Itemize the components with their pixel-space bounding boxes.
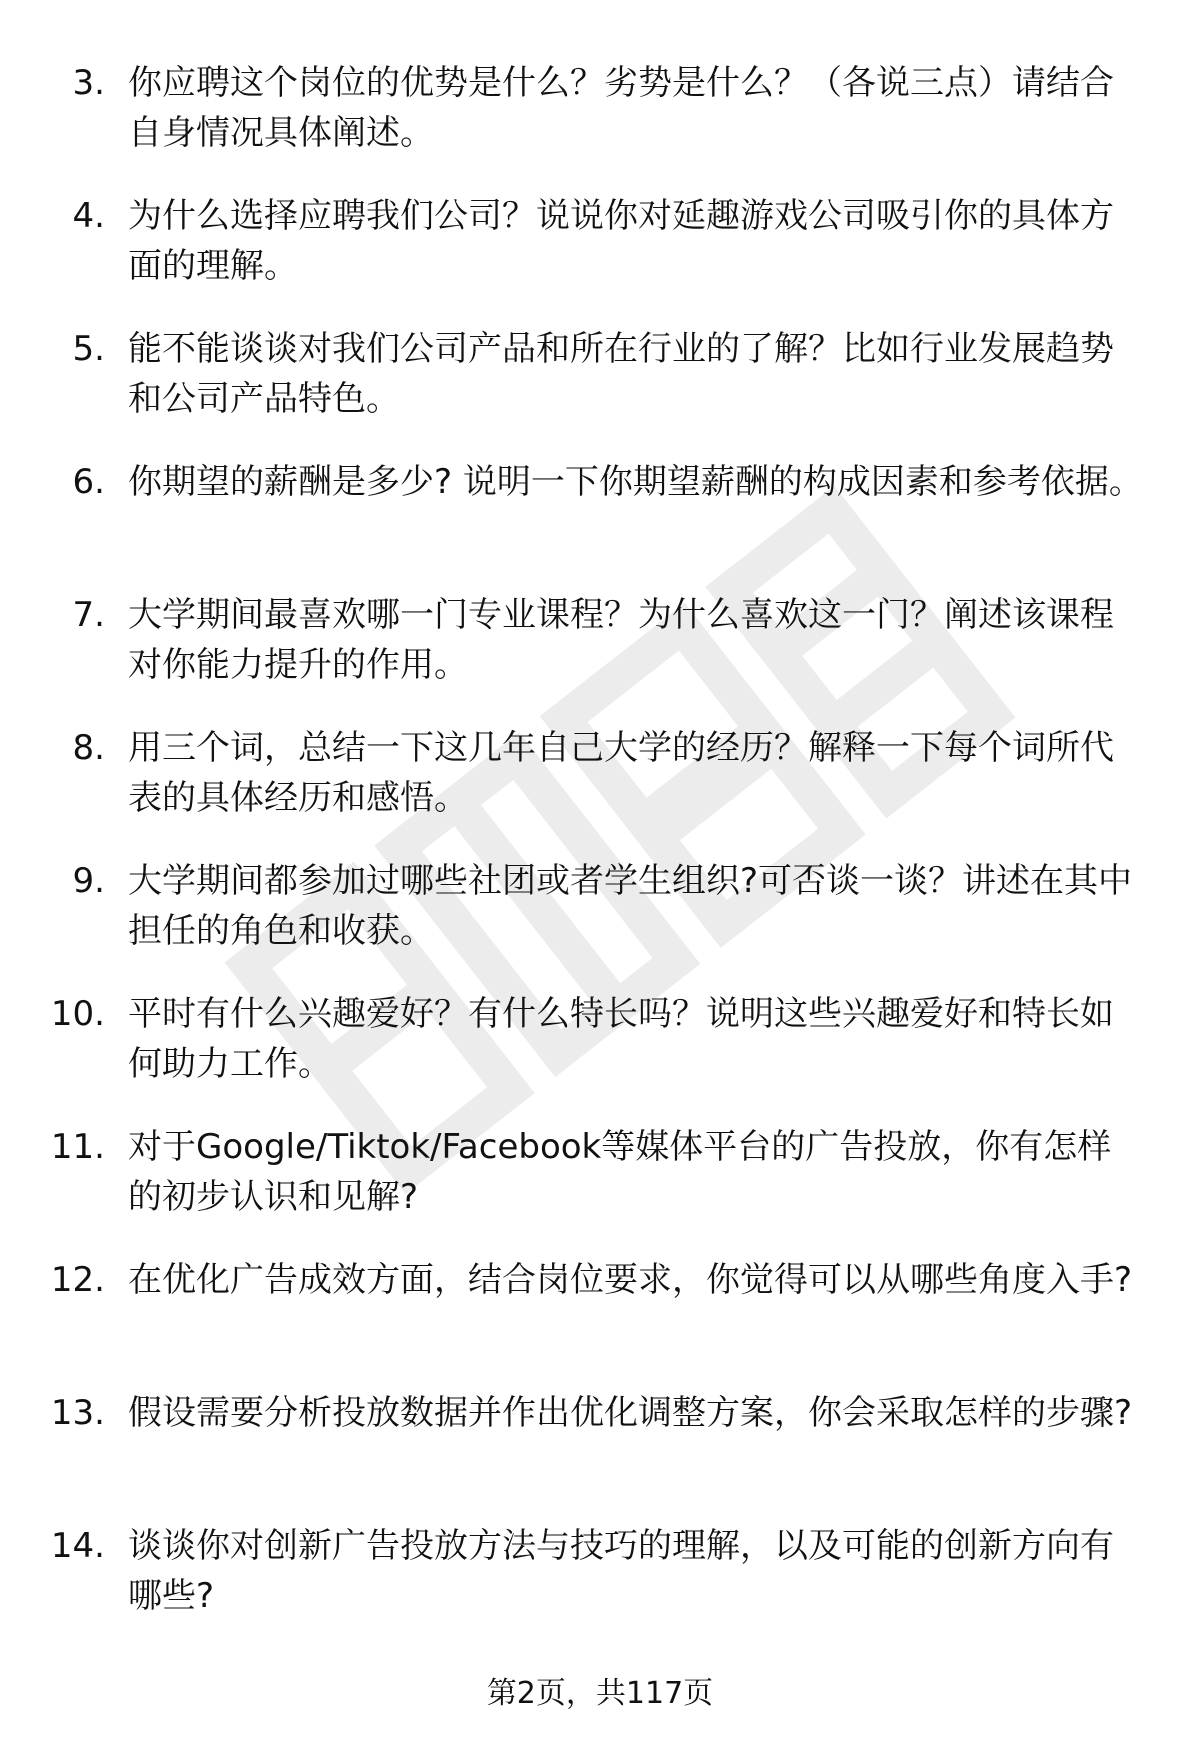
question-number: 7. (72, 595, 105, 635)
question-item (0, 324, 1200, 457)
question-item (0, 58, 1200, 191)
question-number: 8. (72, 728, 105, 768)
question-text: 你期望的薪酬是多少? 说明一下你期望薪酬的构成因素和参考依据。 (128, 462, 1143, 502)
question-text: 谈谈你对创新广告投放方法与技巧的理解，以及可能的创新方向有哪些? (128, 1526, 1114, 1616)
question-number: 5. (72, 329, 105, 369)
question-text: 大学期间最喜欢哪一门专业课程？为什么喜欢这一门？阐述该课程对你能力提升的作用。 (128, 595, 1114, 685)
question-number: 14. (50, 1526, 105, 1566)
question-item (0, 989, 1200, 1122)
question-text: 假设需要分析投放数据并作出优化调整方案，你会采取怎样的步骤? (128, 1393, 1133, 1433)
question-number: 11. (50, 1127, 105, 1167)
question-text: 对于Google/Tiktok/Facebook等媒体平台的广告投放，你有怎样的初步认识和见解? (128, 1127, 1112, 1217)
question-number: 3. (72, 63, 105, 103)
question-item (0, 457, 1200, 590)
question-item (0, 590, 1200, 723)
question-item (0, 723, 1200, 856)
question-number: 4. (72, 196, 105, 236)
question-text: 你应聘这个岗位的优势是什么？劣势是什么？（各说三点）请结合自身情况具体阐述。 (128, 63, 1114, 153)
question-number: 12. (50, 1260, 105, 1300)
question-number: 9. (72, 861, 105, 901)
question-number: 10. (50, 994, 105, 1034)
question-item (0, 1255, 1200, 1388)
question-text: 平时有什么兴趣爱好？有什么特长吗？说明这些兴趣爱好和特长如何助力工作。 (128, 994, 1114, 1084)
question-item (0, 1388, 1200, 1521)
question-text: 用三个词，总结一下这几年自己大学的经历？解释一下每个词所代表的具体经历和感悟。 (128, 728, 1114, 818)
question-item (0, 1521, 1200, 1654)
question-text: 大学期间都参加过哪些社团或者学生组织?可否谈一谈？讲述在其中担任的角色和收获。 (128, 861, 1133, 951)
question-text: 能不能谈谈对我们公司产品和所在行业的了解？比如行业发展趋势和公司产品特色。 (128, 329, 1114, 419)
question-item (0, 856, 1200, 989)
question-text: 在优化广告成效方面，结合岗位要求，你觉得可以从哪些角度入手? (128, 1260, 1133, 1300)
question-number: 6. (72, 462, 105, 502)
question-item (0, 191, 1200, 324)
question-item (0, 1122, 1200, 1255)
question-number: 13. (50, 1393, 105, 1433)
page-footer: 第2页，共117页 (486, 1676, 714, 1711)
question-list (0, 58, 1200, 1654)
question-text: 为什么选择应聘我们公司？说说你对延趣游戏公司吸引你的具体方面的理解。 (128, 196, 1114, 286)
